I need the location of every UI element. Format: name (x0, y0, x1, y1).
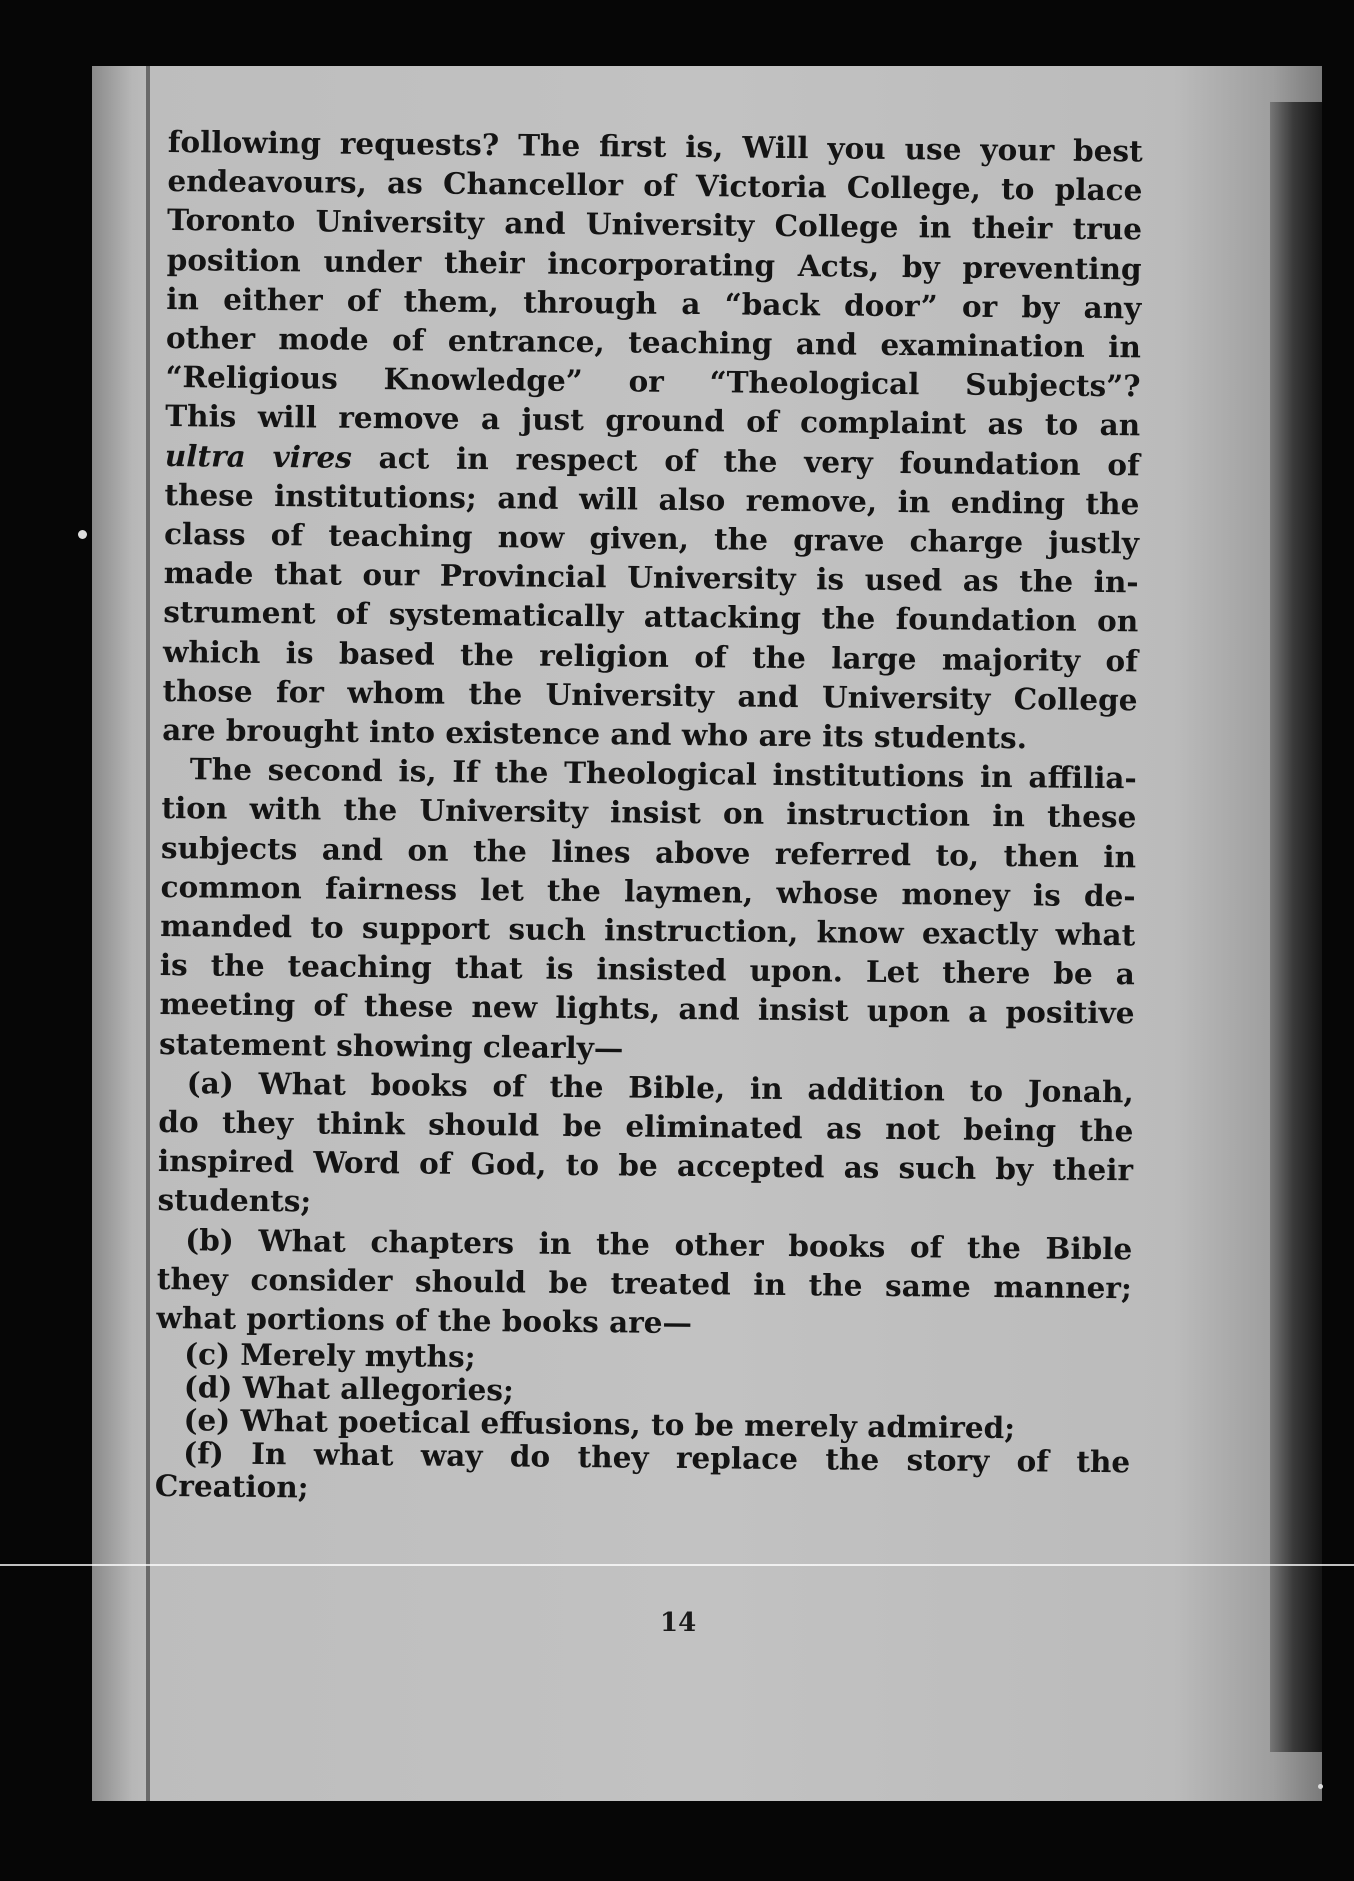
text-line: (b) What chapters in the other books of the Bible (185, 1221, 1133, 1266)
text-line: following requests? The first is, Will you use your best (167, 123, 1143, 169)
text-line: common fairness let the laymen, whose money is de- (160, 868, 1136, 914)
list-item: (f) In what way do they replace the story of the (183, 1435, 1131, 1480)
list-item: (d) What allegories; (183, 1369, 515, 1408)
paragraph-3 (157, 1063, 1133, 1229)
text-line: in either of them, through a “back door” or by any (166, 280, 1142, 326)
text-line: those for whom the University and University College (162, 672, 1138, 718)
text-line: The second is, If the Theological institutions in affilia- (189, 751, 1137, 796)
text-line: they consider should be treated in the same manner; (156, 1260, 1133, 1306)
text-line: manded to support such instruction, know exactly what (160, 908, 1136, 953)
text-line: endeavours, as Chancellor of Victoria College, to place (167, 163, 1143, 208)
text-line: what portions of the books are— (156, 1300, 693, 1341)
text-line-ultra-vires: ultra vires act in respect of the very foundation of (164, 437, 1140, 482)
page-edge-shadow (1270, 102, 1322, 1752)
italic-phrase: ultra vires (164, 437, 352, 475)
text-line: statement showing clearly— (158, 1025, 624, 1066)
body-text (155, 122, 1143, 1512)
text-line: strument of systematically attacking the foundation on (163, 594, 1139, 639)
text-line: class of teaching now given, the grave charge justly (163, 516, 1140, 561)
scan-artifact-line (0, 1564, 1354, 1566)
text-line: tion with the University insist on instruction in these (161, 790, 1137, 835)
text-line: meeting of these new lights, and insist upon a positive (159, 986, 1135, 1031)
text-line: (a) What books of the Bible, in addition to Jonah, (186, 1065, 1134, 1110)
text-line: Toronto University and University College in their true (166, 202, 1143, 247)
page-binding-line (146, 66, 150, 1801)
paragraph-2 (159, 749, 1137, 1072)
enumerated-list (155, 1337, 1132, 1511)
list-item: (c) Merely myths; (184, 1336, 476, 1375)
text-line: This will remove a just ground of complaint as to an (165, 398, 1141, 443)
text-line: these institutions; and will also remove, in ending the (164, 476, 1140, 522)
list-item-continuation: Creation; (154, 1468, 309, 1505)
paragraph-1 (162, 122, 1143, 759)
text-line: other mode of entrance, teaching and examination in (165, 320, 1142, 365)
text-line: are brought into existence and who are its students. (162, 712, 1028, 756)
page-spine-shadow (92, 66, 150, 1801)
scan-speck (78, 530, 87, 539)
text-line: made that our Provincial University is used as the in- (163, 555, 1139, 600)
text-line: subjects and on the lines above referred to, then in (160, 829, 1137, 874)
text-line: is the teaching that is insisted upon. Let there be a (159, 947, 1136, 992)
text-line: students; (157, 1182, 312, 1219)
text-line: “Religious Knowledge” or “Theological Subjects”? (165, 359, 1141, 404)
page-number: 14 (660, 1608, 697, 1638)
text-line: do they think should be eliminated as not being the (158, 1104, 1134, 1149)
text-line: which is based the religion of the large majority of (162, 633, 1139, 678)
paragraph-4 (156, 1220, 1132, 1347)
text-line: position under their incorporating Acts, by preventing (166, 241, 1142, 286)
text-line: inspired Word of God, to be accepted as such by their (157, 1143, 1134, 1188)
list-item: (e) What poetical effusions, to be merely admired; (183, 1402, 1016, 1446)
scan-speck (1318, 1784, 1323, 1789)
